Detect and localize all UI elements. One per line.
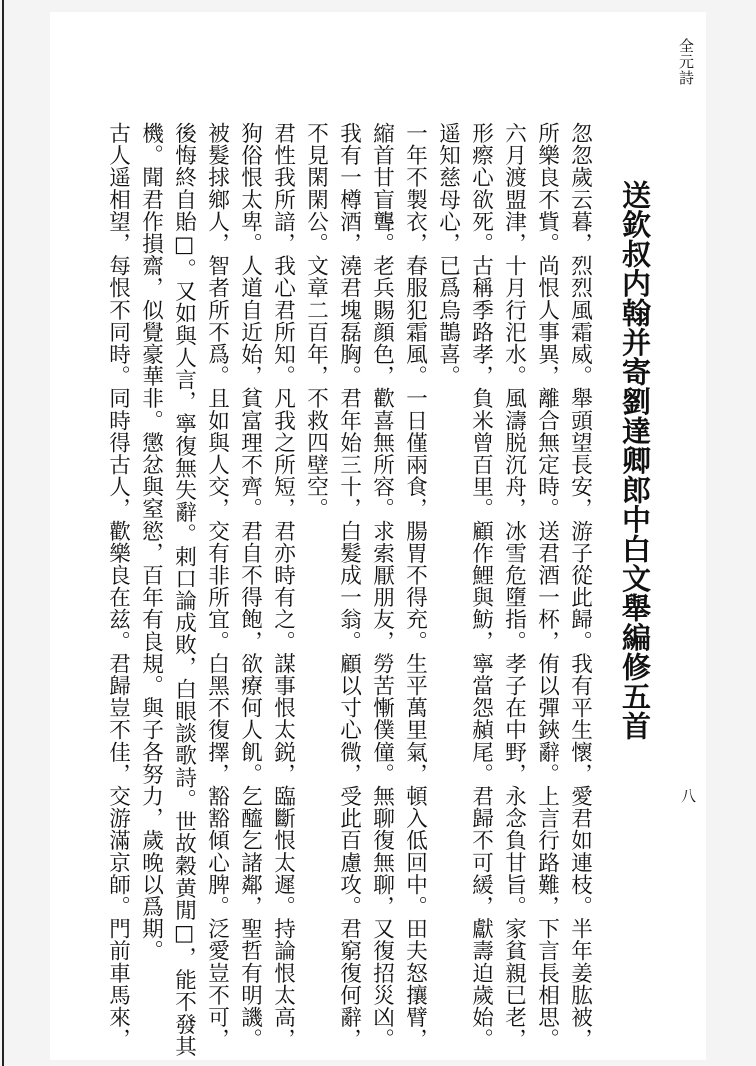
text-line: 所樂良不貲。尚恨人事異，離合無定時。送君酒一杯，侑以彈鋏辭。上言行路難，下言長相思。 [534,122,560,1051]
text-line: 狗俗恨太卑。人道自近始，貧富理不齊。君自不得飽，欲療何人飢。乞醯乞諸鄰，聖哲有明譏。 [237,122,263,1051]
text-line: 被髮捄鄉人，智者所不爲。且如與人交，交有非所宜。白黑不復擇，豁豁傾心脾。泛愛豈不可， [204,122,230,1051]
text-line: 忽忽歲云暮，烈烈風霜威。舉頭望長安，游子從此歸。我有平生懷，愛君如連枝。半年姜肱被， [567,122,593,1051]
text-line: 君性我所諳，我心君所知。凡我之所短，君亦時有之。謀事恨太鋭，臨斷恨太遲。持論恨太高， [270,122,296,1051]
running-head: 全元詩 [677,38,695,86]
text-line: 古人遥相望，每恨不同時。同時得古人，歡樂良在兹。君歸豈不佳，交游滿京師。門前車馬來， [105,122,131,1051]
text-line: 不見閑閑公。文章二百年，不救四壁空。 [303,122,329,520]
text-line: 後悔終自貽□。又如與人言，寧復無失辭。剌口論成敗，白眼談歌詩。世故穀黄閒□，能不發其 [171,122,197,1057]
text-line: 遥知慈母心，已爲烏鵲喜。 [435,122,461,388]
text-line: 一年不製衣，春服犯霜風。一日僅兩食，腸胃不得充。生平萬里氣，頓入低回中。田夫怒攘臂， [402,122,428,1051]
text-line: 我有一樽酒，澆君塊磊胸。君年始三十，白髮成一翁。顧以寸心微，受此百慮攻。君窮復何辭， [336,122,362,1051]
text-line: 縮首甘盲聾。老兵賜顔色，歡喜無所容。求索厭朋友，勞苦慚僕僮。無聊復無聊，又復招災凶。 [369,122,395,1051]
page-number: 八 [679,788,697,803]
scan-edge-line [2,0,4,1066]
text-line: 形瘵心欲死。古稱季路孝，負米曾百里。顧作鯉與魴，寧當怨赬尾。君歸不可緩，獻壽迫歲始。 [468,122,494,1051]
poem-title: 送欽叔内翰并寄劉達卿郎中白文舉編修五首 [618,180,652,741]
text-line: 六月渡盟津，十月行汜水。風濤脱沉舟，冰雪危墮指。孝子在中野，永念負甘旨。家貧親已老， [501,122,527,1051]
text-line: 機。聞君作損齋，似覺豪華非。懲忿與窒慾，百年有良規。與子各努力，歲晚以爲期。 [138,122,164,962]
